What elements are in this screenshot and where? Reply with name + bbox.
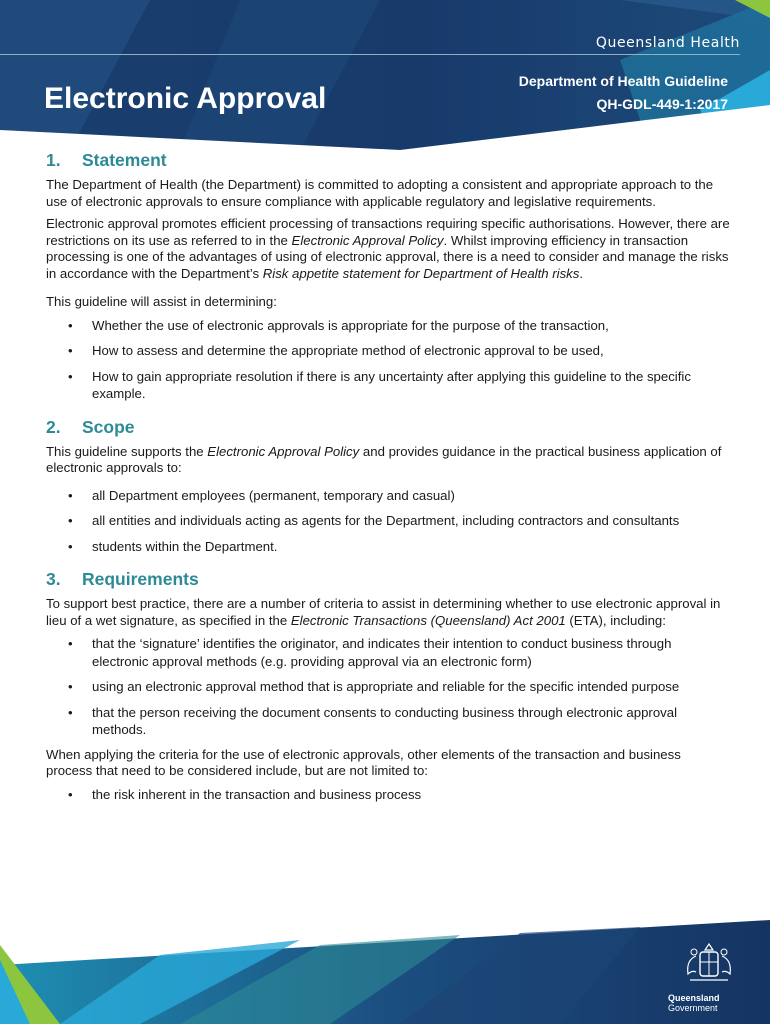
bullet-icon: • xyxy=(68,513,73,528)
paragraph xyxy=(46,596,730,629)
bullet-icon: • xyxy=(68,368,73,384)
bullet-icon: • xyxy=(68,786,73,802)
section-scope xyxy=(46,417,730,556)
document-type: Department of Health Guideline xyxy=(518,73,728,89)
bullet-icon: • xyxy=(68,538,73,554)
paragraph: When applying the criteria for the use of electronic approvals, other elements of the transaction and business process that need to be considered include, but are not limited to: xyxy=(46,746,681,778)
list-item-text: that the person receiving the document consents to conducting business through electronic approval methods. xyxy=(92,704,678,737)
header-banner xyxy=(0,0,770,150)
bullet-icon: • xyxy=(68,636,73,651)
policy-reference: Electronic Approval Policy xyxy=(291,232,444,248)
queensland-crest-icon xyxy=(674,940,744,990)
footer-banner xyxy=(0,905,770,1024)
section-heading xyxy=(46,569,730,590)
list-item xyxy=(46,678,730,696)
list-item xyxy=(46,487,730,505)
government-name-line2: Government xyxy=(668,1003,718,1013)
section-statement xyxy=(46,150,730,403)
act-reference: Electronic Transactions (Queensland) Act 2001 xyxy=(290,612,566,628)
government-wordmark xyxy=(668,993,720,1013)
list-item-text: using an electronic approval method that is appropriate and reliable for the specific intended purpose xyxy=(92,679,680,694)
risk-statement-reference: Risk appetite statement for Department of Health risks xyxy=(262,265,580,281)
bullet-list xyxy=(46,786,730,804)
policy-reference: Electronic Approval Policy xyxy=(207,443,360,459)
list-item-text: How to assess and determine the appropriate method of electronic approval to be used, xyxy=(92,343,604,358)
bullet-icon: • xyxy=(68,343,73,358)
section-number: 2. xyxy=(46,416,61,437)
paragraph: This guideline will assist in determining: xyxy=(46,294,277,309)
list-item-text: all Department employees (permanent, temporary and casual) xyxy=(92,487,455,503)
list-item-text: that the ‘signature’ identifies the originator, and indicates their intention to conduct business through electronic approval methods (e.g. providing approval via an electronic form) xyxy=(92,636,672,669)
list-item xyxy=(46,342,730,360)
bullet-list xyxy=(46,487,730,556)
section-number: 1. xyxy=(46,150,61,170)
list-item xyxy=(46,538,730,556)
document-title: Electronic Approval xyxy=(44,82,327,115)
bullet-icon: • xyxy=(68,487,73,503)
list-item xyxy=(46,512,730,530)
paragraph xyxy=(46,216,730,282)
section-requirements xyxy=(46,569,730,803)
text-run: Electronic approval promotes efficient processing of transactions requiring specific authorisations. However, there are restrictions on its use as referred to in the xyxy=(46,216,730,248)
list-item xyxy=(46,704,730,739)
list-item xyxy=(46,786,730,804)
text-run: . Whilst improving efficiency in transaction processing is one of the advantages of using of electronic approval, there is a need to consider and manage the risks in accordance with the Department’s xyxy=(46,232,729,281)
text-run: This guideline supports the xyxy=(46,443,208,459)
text-run: and provides guidance in the practical business application of electronic approvals to: xyxy=(46,443,722,475)
section-number: 3. xyxy=(46,569,61,589)
section-title: Statement xyxy=(82,150,167,170)
bullet-list xyxy=(46,317,730,403)
brand-wordmark: Queensland Health xyxy=(595,35,740,51)
section-heading xyxy=(46,150,730,171)
bullet-list xyxy=(46,635,730,739)
text-run: . xyxy=(579,265,584,281)
paragraph xyxy=(46,444,730,477)
footer-graphic xyxy=(0,905,770,1024)
paragraph: The Department of Health (the Department) is committed to adopting a consistent and appropriate approach to the use of electronic approvals to ensure compliance with applicable regulatory and legislative requirements. xyxy=(46,177,714,209)
list-item-text: students within the Department. xyxy=(92,538,278,554)
brand-divider xyxy=(0,54,740,55)
government-name-line1: Queensland xyxy=(668,993,720,1003)
list-item-text: all entities and individuals acting as agents for the Department, including contractors and consultants xyxy=(92,513,680,528)
section-title: Scope xyxy=(82,416,135,437)
section-title: Requirements xyxy=(82,569,199,589)
document-body xyxy=(46,150,730,811)
list-item-text: the risk inherent in the transaction and business process xyxy=(92,786,422,802)
section-heading xyxy=(46,417,730,438)
text-run: To support best practice, there are a number of criteria to assist in determining whether to use electronic approval in lieu of a wet signature, as specified in the xyxy=(46,596,721,628)
bullet-icon: • xyxy=(68,679,73,694)
list-item-text: How to gain appropriate resolution if there is any uncertainty after applying this guideline to the specific example. xyxy=(92,368,691,401)
list-item xyxy=(46,317,730,335)
list-item xyxy=(46,368,730,403)
bullet-icon: • xyxy=(68,704,73,720)
list-item xyxy=(46,635,730,670)
text-run: (ETA), including: xyxy=(565,612,666,628)
bullet-icon: • xyxy=(68,317,73,333)
list-item-text: Whether the use of electronic approvals is appropriate for the purpose of the transaction, xyxy=(92,317,609,333)
document-code: QH-GDL-449-1:2017 xyxy=(596,96,728,112)
